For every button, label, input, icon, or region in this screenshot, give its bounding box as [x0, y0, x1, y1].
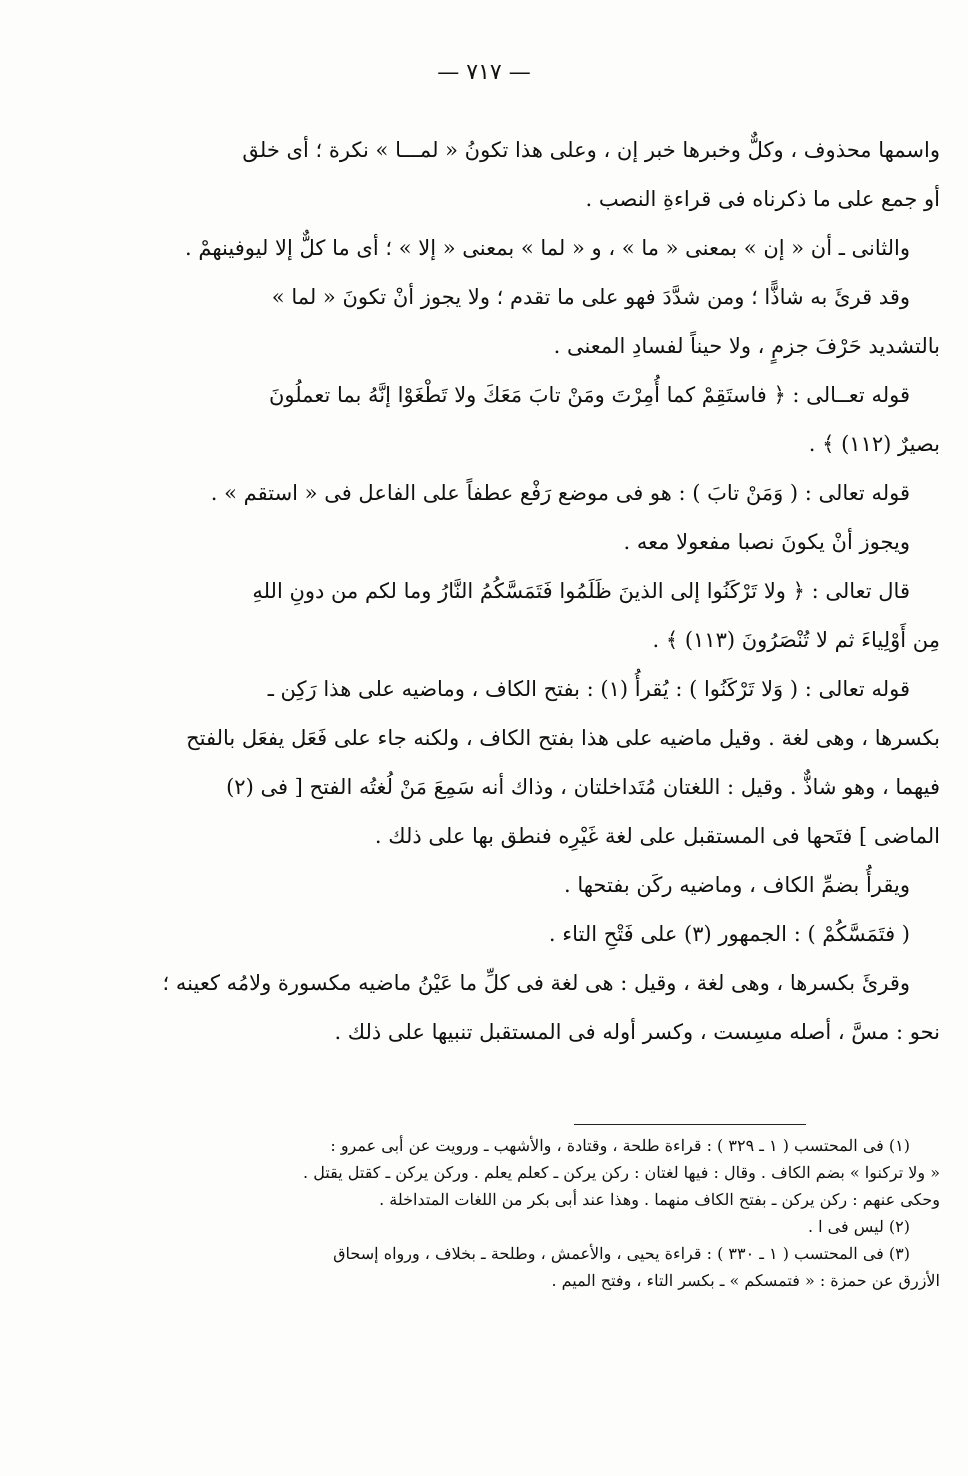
footnote-separator — [574, 1124, 806, 1125]
text-line: أو جمع على ما ذكرناه فى قراءةِ النصب . — [585, 187, 940, 211]
text-line: والثانى ـ أن « إن » بمعنى « ما » ، و « لما » بمعنى « إلا » ؛ أى ما كلٌّ إلا ليوفينهمْ . — [185, 236, 910, 260]
text-line: ويقرأُ بضمِّ الكاف ، وماضيه ركَن بفتحها . — [563, 873, 910, 897]
footnote-line: (٣) فى المحتسب ( ١ ـ ٣٣٠ ) : قراءة يحيى ، والأعمش ، وطلحة ـ بخلاف ، ورواه إسحاق — [333, 1244, 910, 1263]
text-line: ويجوز أنْ يكونَ نصبا مفعولا معه . — [623, 530, 910, 554]
text-line: قوله تعالى : ( وَمَنْ تابَ ) : هو فى موضع رَفْع عطفاً على الفاعل فى « استقم » . — [210, 481, 910, 505]
text-line: فيهما ، وهو شاذٌّ . وقيل : اللغتان مُتَداخلتان ، وذاك أنه سَمِعَ مَنْ لُغتُه الفتح [ فى (٢) — [226, 775, 940, 799]
text-line: قوله تعــالى : ﴿ فاستَقِمْ كما أُمِرْتَ ومَنْ تابَ مَعَكَ ولا تَطْغَوْا إنَّهُ بما تعملُونَ — [268, 383, 910, 407]
text-line: وقرئَ بكسرها ، وهى لغة ، وقيل : هى لغة فى كلِّ ما عَيْنُ ماضيه مكسورة ولامُه كعينه ؛ — [162, 971, 910, 995]
footnote-line: الأزرق عن حمزة : « فتمسكم » ـ بكسر التاء ، وفتح الميم . — [551, 1271, 940, 1290]
text-line: بكسرها ، وهى لغة . وقيل ماضيه على هذا بفتح الكاف ، ولكنه جاء على فَعَل يفعَل بالفتح — [186, 726, 940, 750]
footnotes — [25, 1132, 940, 1294]
text-line: وقد قرئَ به شاذًّا ؛ ومن شدَّدَ فهو على ما تقدم ؛ ولا يجوز أنْ تكونَ « لما » — [271, 285, 910, 309]
text-line: قوله تعالى : ( وَلا تَرْكَنُوا ) : يُقرأُ (١) : بفتح الكاف ، وماضيه على هذا رَكِن ـ — [267, 677, 910, 701]
footnote-line: (٢) ليس فى ا . — [807, 1217, 910, 1236]
footnote-line: (١) فى المحتسب ( ١ ـ ٣٢٩ ) : قراءة طلحة ، وقتادة ، والأشهب ـ ورويت عن أبى عمرو : — [330, 1136, 910, 1155]
text-line: بالتشديد حَرْفَ جزمٍ ، ولا حيناً لفسادِ المعنى . — [553, 334, 940, 358]
page-number: — ٧١٧ — — [437, 60, 531, 85]
text-line: الماضى ] فتَحها فى المستقبل على لغة غَيْرِه فنطق بها على ذلك . — [374, 824, 940, 848]
footnote-line: « ولا تركنوا » بضم الكاف . وقال : فيها لغتان : ركن يركن ـ كعلم يعلم . وركن يركن ـ كقتل يقتل . — [303, 1163, 940, 1182]
text-line: نحو : مسَّ ، أصله مسِست ، وكسر أوله فى المستقبل تنبيها على ذلك . — [334, 1020, 940, 1044]
text-line: ( فتَمَسَّكُمْ ) : الجمهور (٣) على فَتْحِ التاء . — [548, 922, 910, 946]
text-line: بصيرٌ (١١٢) ﴾ . — [808, 432, 940, 456]
text-line: مِن أَوْلِياءَ ثم لا تُنْصَرُونَ (١١٣) ﴾ . — [652, 628, 940, 652]
main-text — [150, 126, 940, 1057]
text-line: قال تعالى : ﴿ ولا تَرْكَنُوا إلى الذينَ ظَلَمُوا فَتَمَسَّكُمُ النَّارُ وما لكم من دونِ اللهِ — [252, 579, 910, 603]
footnote-line: وحكى عنهم : ركن يركن ـ بفتح الكاف منهما . وهذا عند أبى بكر من اللغات المتداخلة . — [379, 1190, 940, 1209]
text-line: واسمها محذوف ، وكلٌّ وخبرها خبر إن ، وعلى هذا تكونُ « لمـــا » نكرة ؛ أى خلق — [242, 138, 940, 162]
